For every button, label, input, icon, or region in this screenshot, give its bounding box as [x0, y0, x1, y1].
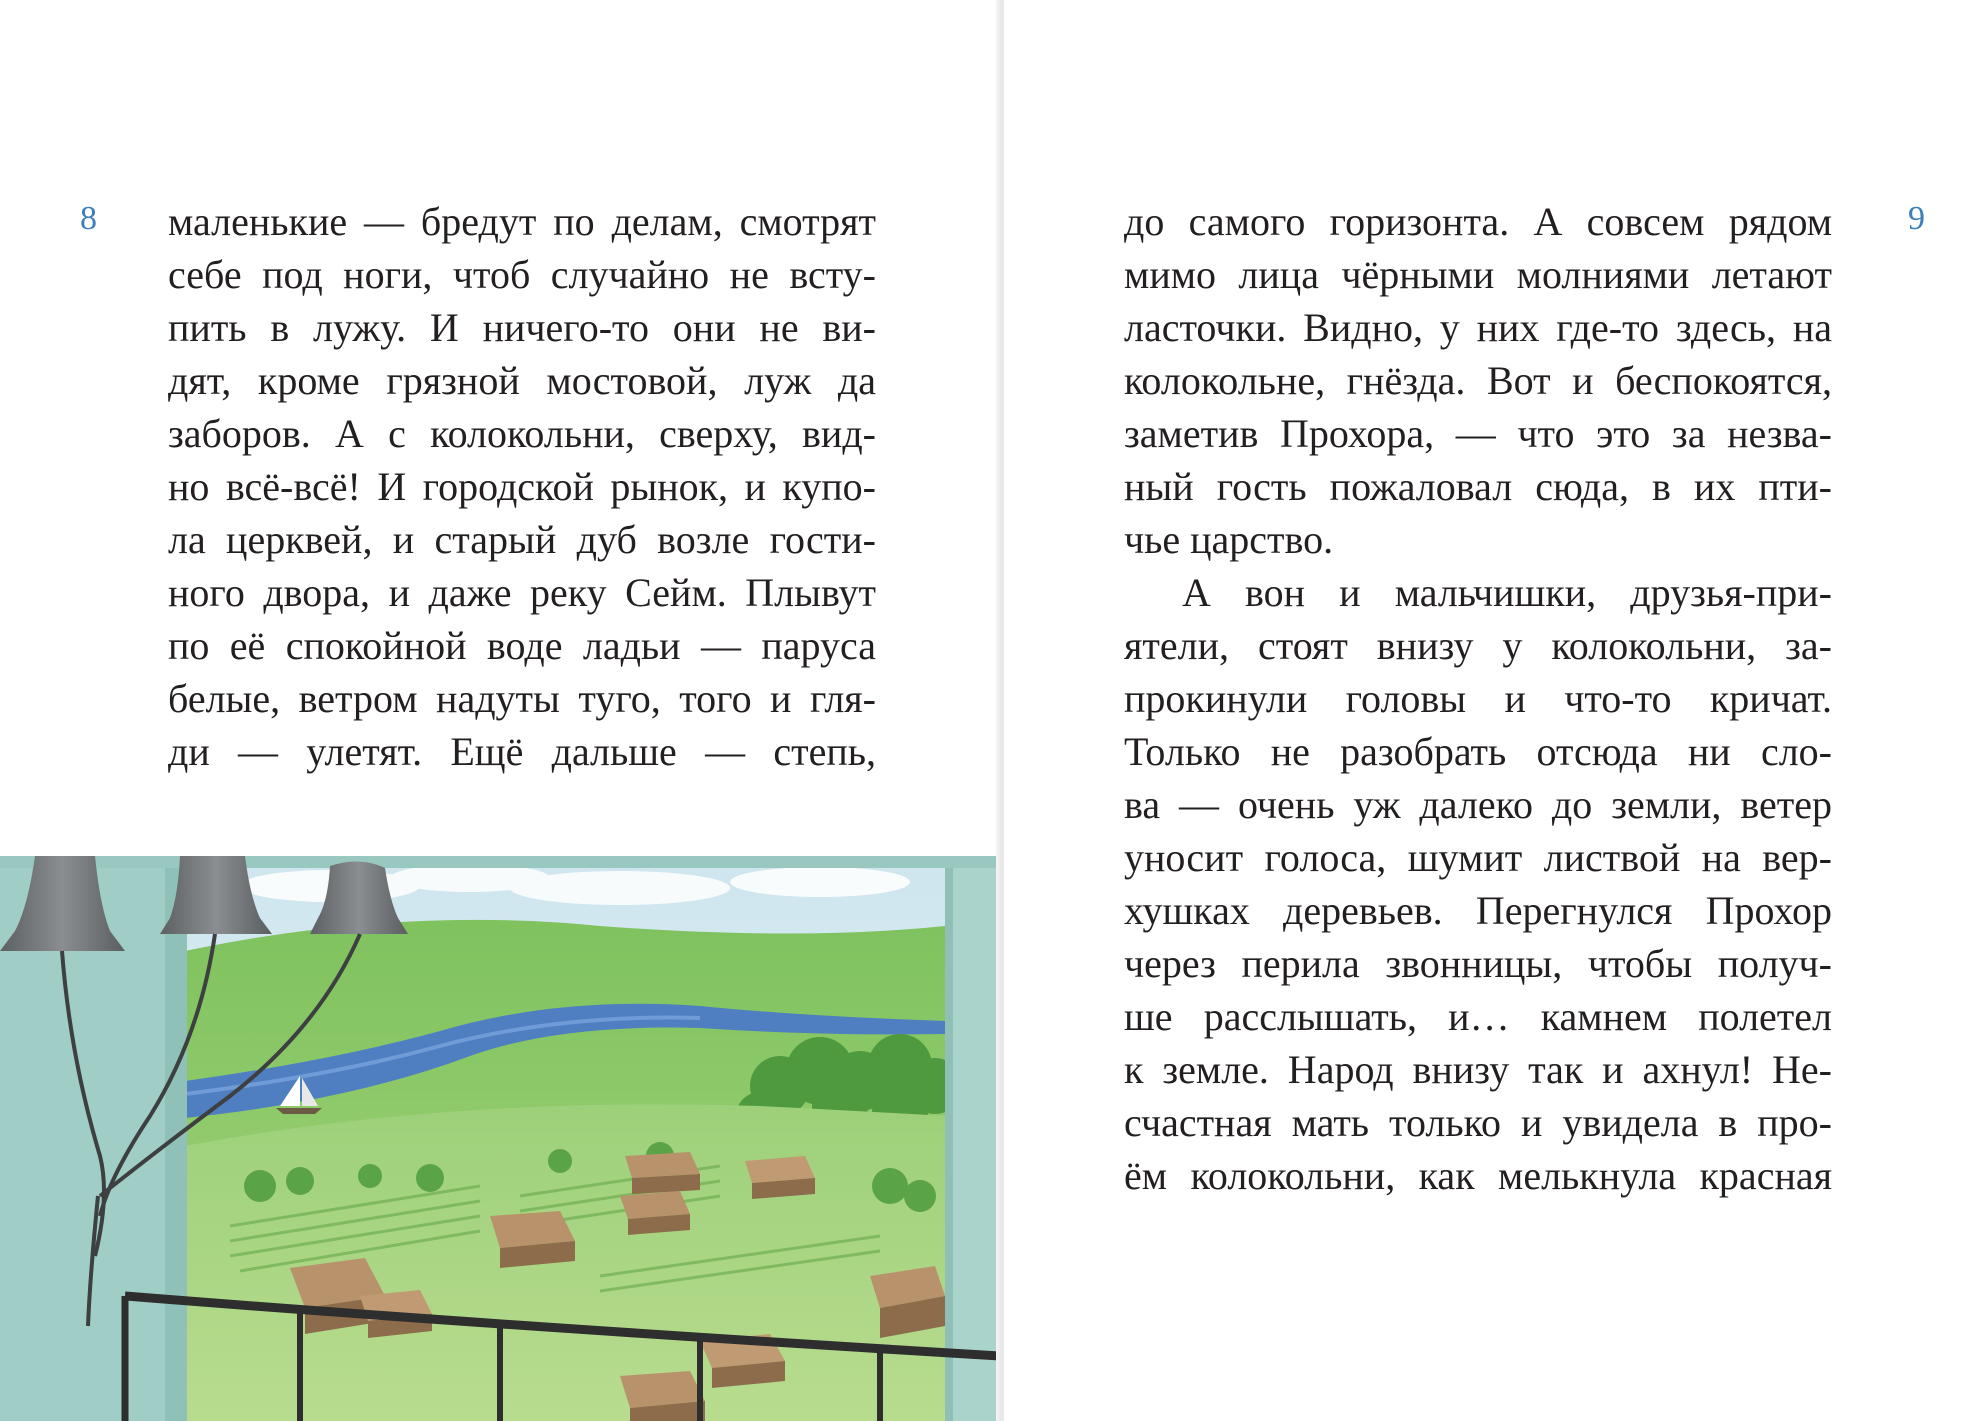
text-line: к земле. Народ внизу так и ахнул! Не-: [1124, 1047, 1832, 1092]
text-line: мимо лица чёрными молниями летают: [1124, 252, 1832, 297]
left-page-text: [168, 195, 876, 778]
text-line: через перила звонницы, чтобы получ-: [1124, 941, 1832, 986]
text-line: дят, кроме грязной мостовой, луж да: [168, 358, 876, 403]
page-number-left: 8: [80, 200, 97, 237]
text-line: А вон и мальчишки, друзья-при-: [1182, 570, 1832, 615]
text-line: маленькие — бредут по делам, смотрят: [168, 199, 876, 244]
text-line: ятели, стоят внизу у колокольни, за-: [1124, 623, 1832, 668]
text-line: уносит голоса, шумит листвой на вер-: [1124, 835, 1832, 880]
page-number-right: 9: [1908, 200, 1925, 237]
text-line: до самого горизонта. А совсем рядом: [1124, 199, 1832, 244]
text-line: хушках деревьев. Перегнулся Прохор: [1124, 888, 1832, 933]
text-line: чье царство.: [1124, 517, 1334, 562]
text-line: по её спокойной воде ладьи — паруса: [168, 623, 876, 668]
text-line: ше расслышать, и… камнем полетел: [1124, 994, 1832, 1039]
text-line: себе под ноги, чтоб случайно не всту-: [168, 252, 876, 297]
text-line: ва — очень уж далеко до земли, ветер: [1124, 782, 1832, 827]
text-line: ла церквей, и старый дуб возле гости-: [168, 517, 876, 562]
text-line: ди — улетят. Ещё дальше — степь,: [168, 729, 876, 774]
text-line: но всё-всё! И городской рынок, и купо-: [168, 464, 876, 509]
text-line: ного двора, и даже реку Сейм. Плывут: [168, 570, 876, 615]
right-page-text: [1124, 195, 1832, 1202]
text-line: заборов. А с колокольни, сверху, вид-: [168, 411, 876, 456]
text-line: ный гость пожаловал сюда, в их пти-: [1124, 464, 1832, 509]
text-line: пить в лужу. И ничего-то они не ви-: [168, 305, 876, 350]
text-line: заметив Прохора, — что это за незва-: [1124, 411, 1832, 456]
text-line: колокольне, гнёзда. Вот и беспокоятся,: [1124, 358, 1832, 403]
text-line: прокинули головы и что-то кричат.: [1124, 676, 1832, 721]
text-line: счастная мать только и увидела в про-: [1124, 1100, 1832, 1145]
text-line: ласточки. Видно, у них где-то здесь, на: [1124, 305, 1832, 350]
bell-tower-illustration: [0, 856, 1000, 1421]
text-line: Только не разобрать отсюда ни сло-: [1124, 729, 1832, 774]
text-line: ём колокольни, как мелькнула красная: [1124, 1153, 1832, 1198]
text-line: белые, ветром надуты туго, того и гля-: [168, 676, 876, 721]
